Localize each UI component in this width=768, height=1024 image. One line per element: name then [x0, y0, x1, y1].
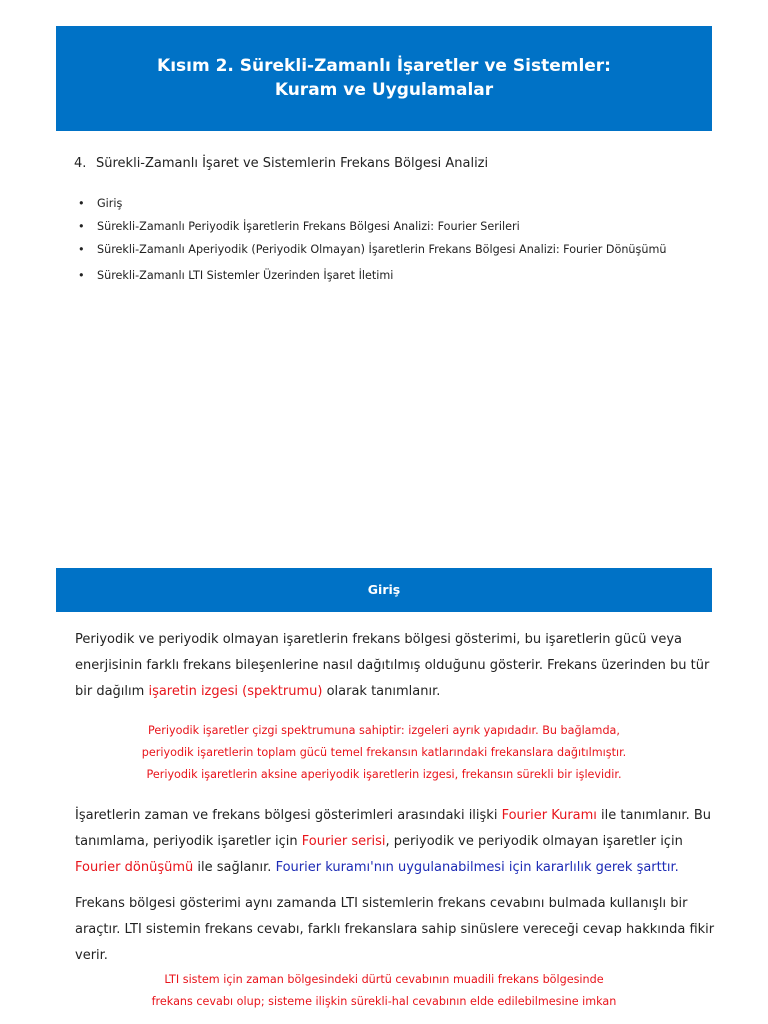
paragraph-text: ile sağlanır. — [193, 860, 276, 875]
toc-item: • Sürekli-Zamanlı Aperiyodik (Periyodik Olmayan) İşaretlerin Frekans Bölgesi Analizi: Fourier Dönüşümü — [78, 242, 666, 257]
header-banner — [56, 26, 712, 131]
paragraph-fourier — [75, 803, 715, 881]
note-line: LTI sistem için zaman bölgesindeki dürtü cevabının muadili frekans bölgesinde — [164, 973, 604, 986]
note-line: Periyodik işaretler çizgi spektrumuna sahiptir: izgeleri ayrık yapıdadır. Bu bağlamda, — [148, 724, 620, 737]
section-banner — [56, 568, 712, 612]
highlight-term: Fourier dönüşümü — [75, 860, 194, 875]
header-title-line2: Kuram ve Uygulamalar — [274, 80, 494, 100]
note-lti — [56, 969, 712, 1013]
table-of-contents — [78, 196, 666, 283]
paragraph-text: İşaretlerin zaman ve frekans bölgesi gösterimleri arasındaki ilişki — [75, 808, 502, 823]
section-title: Giriş — [367, 582, 401, 597]
chapter-number: 4. — [74, 156, 87, 171]
note-line: frekans cevabı olup; sisteme ilişkin sürekli-hal cevabının elde edilebilmesine imkan — [151, 995, 617, 1008]
highlight-condition: Fourier kuramı'nın uygulanabilmesi için kararlılık gerek şarttır. — [275, 860, 679, 875]
paragraph-lti: Frekans bölgesi gösterimi aynı zamanda LTI sistemlerin frekans cevabını bulmada kullanışlı bir araçtır. LTI sistemin frekans cevabı, farklı frekanslara sahip sinüslere vereceği cevap hakkında fikir verir. — [75, 896, 715, 963]
note-line: Periyodik işaretlerin aksine aperiyodik işaretlerin izgesi, frekansın sürekli bir işlevidir. — [146, 768, 622, 781]
paragraph-text: ile tanımlanır. Bu tanımlama, periyodik işaretler için — [75, 808, 711, 849]
chapter-heading — [74, 156, 488, 171]
note-periodic — [56, 720, 712, 786]
paragraph-text: olarak tanımlanır. — [322, 684, 441, 699]
note-line: periyodik işaretlerin toplam gücü temel frekansın katlarındaki frekanslara dağıtılmıştır. — [141, 746, 627, 759]
toc-item: • Giriş — [78, 196, 666, 211]
chapter-title: Sürekli-Zamanlı İşaret ve Sistemlerin Frekans Bölgesi Analizi — [96, 156, 489, 171]
highlight-term: işaretin izgesi (spektrumu) — [148, 684, 323, 699]
paragraph-intro — [75, 627, 715, 705]
highlight-term: Fourier Kuramı — [501, 808, 597, 823]
toc-item: • Sürekli-Zamanlı Periyodik İşaretlerin Frekans Bölgesi Analizi: Fourier Serileri — [78, 219, 666, 234]
paragraph-text: Periyodik ve periyodik olmayan işaretlerin frekans bölgesi gösterimi, bu işaretlerin gücü veya enerjisinin farklı frekans bileşenlerine nasıl dağıtılmış olduğunu gösterir. Frekans üzerinden bu tür bir dağılım — [75, 632, 710, 699]
toc-item: • Sürekli-Zamanlı LTI Sistemler Üzerinden İşaret İletimi — [78, 268, 666, 283]
highlight-term: Fourier serisi — [301, 834, 386, 849]
header-title-line1: Kısım 2. Sürekli-Zamanlı İşaretler ve Sistemler: — [157, 56, 611, 76]
paragraph-text: , periyodik ve periyodik olmayan işaretler için — [385, 834, 683, 849]
